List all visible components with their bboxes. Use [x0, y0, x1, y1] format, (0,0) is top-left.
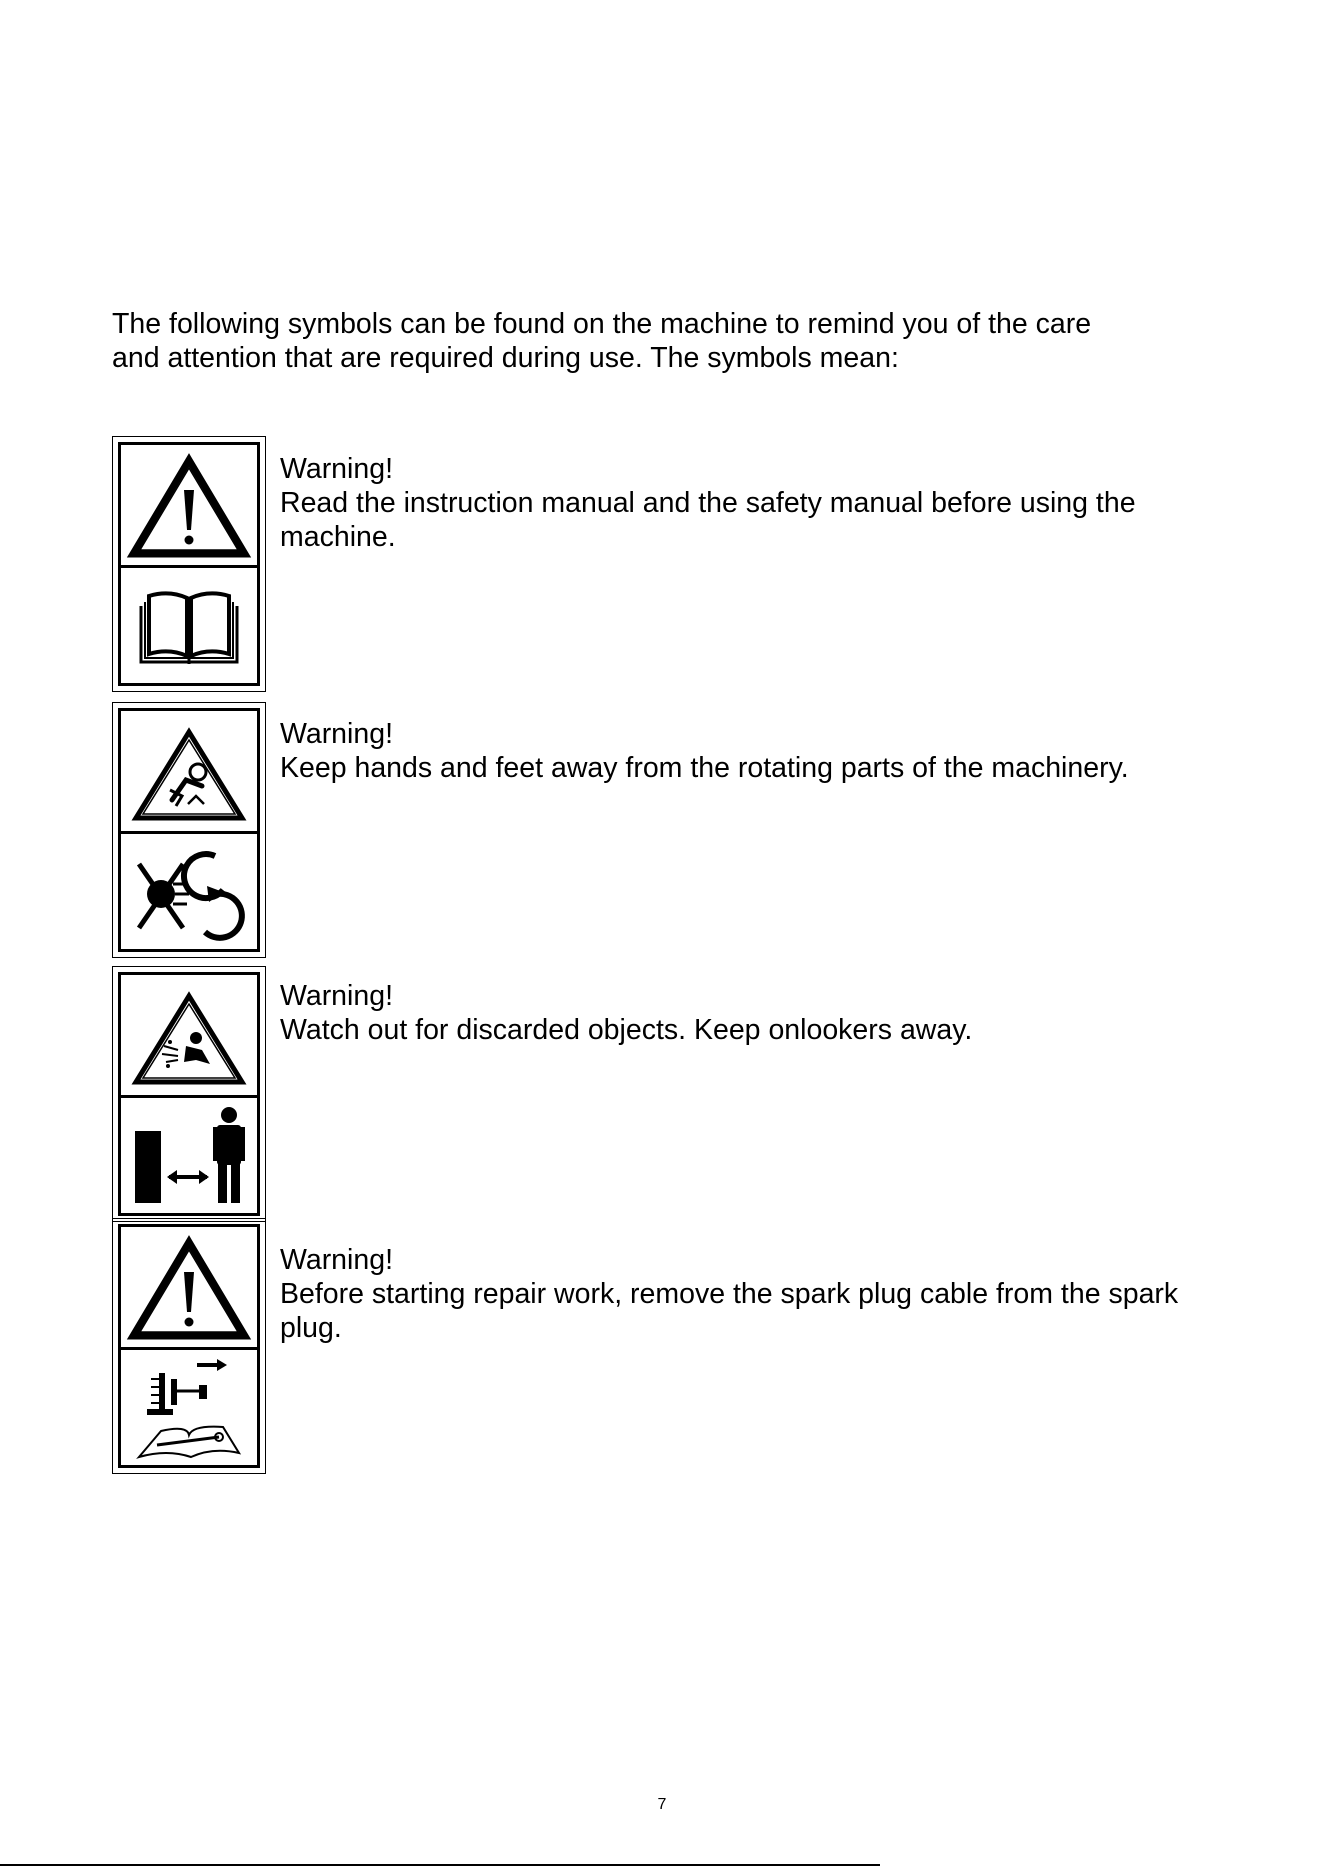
rotating-parts-hazard-icon: [124, 716, 254, 826]
symbol-panel-rotating-parts: [112, 702, 266, 958]
warning-heading: Warning!: [280, 453, 393, 485]
warning-text-1: [280, 452, 1220, 554]
thrown-objects-hazard-icon: [124, 980, 254, 1090]
warning-heading: Warning!: [280, 1244, 393, 1276]
symbol-panel-thrown-objects: [112, 966, 266, 1222]
symbol-panel-spark-plug: [112, 1218, 266, 1474]
warning-heading: Warning!: [280, 718, 393, 750]
keep-bystanders-away-icon: [127, 1101, 251, 1211]
warning-text-2: [280, 717, 1220, 785]
warning-body: Read the instruction manual and the safety manual before using the machine.: [280, 487, 1136, 553]
warning-text-4: [280, 1243, 1220, 1345]
symbol-panel-manual: [112, 436, 266, 692]
remove-spark-plug-cable-icon: [127, 1353, 251, 1463]
bottom-rule: [0, 1864, 880, 1866]
warning-body: Watch out for discarded objects. Keep onlookers away.: [280, 1014, 973, 1046]
warning-exclamation-icon: [124, 1232, 254, 1342]
page-number: 7: [657, 1796, 667, 1813]
warning-exclamation-icon: [124, 450, 254, 560]
intro-line-2: and attention that are required during use. The symbols mean:: [112, 342, 899, 374]
intro-line-1: The following symbols can be found on the machine to remind you of the care: [112, 308, 1092, 340]
warning-body: Keep hands and feet away from the rotating parts of the machinery.: [280, 752, 1129, 784]
intro-paragraph: [112, 307, 1232, 375]
instruction-manual-book-icon: [129, 576, 249, 676]
warning-body: Before starting repair work, remove the spark plug cable from the spark plug.: [280, 1278, 1179, 1344]
keep-hands-feet-away-rotation-icon: [127, 842, 251, 942]
warning-heading: Warning!: [280, 980, 393, 1012]
warning-text-3: [280, 979, 1220, 1047]
